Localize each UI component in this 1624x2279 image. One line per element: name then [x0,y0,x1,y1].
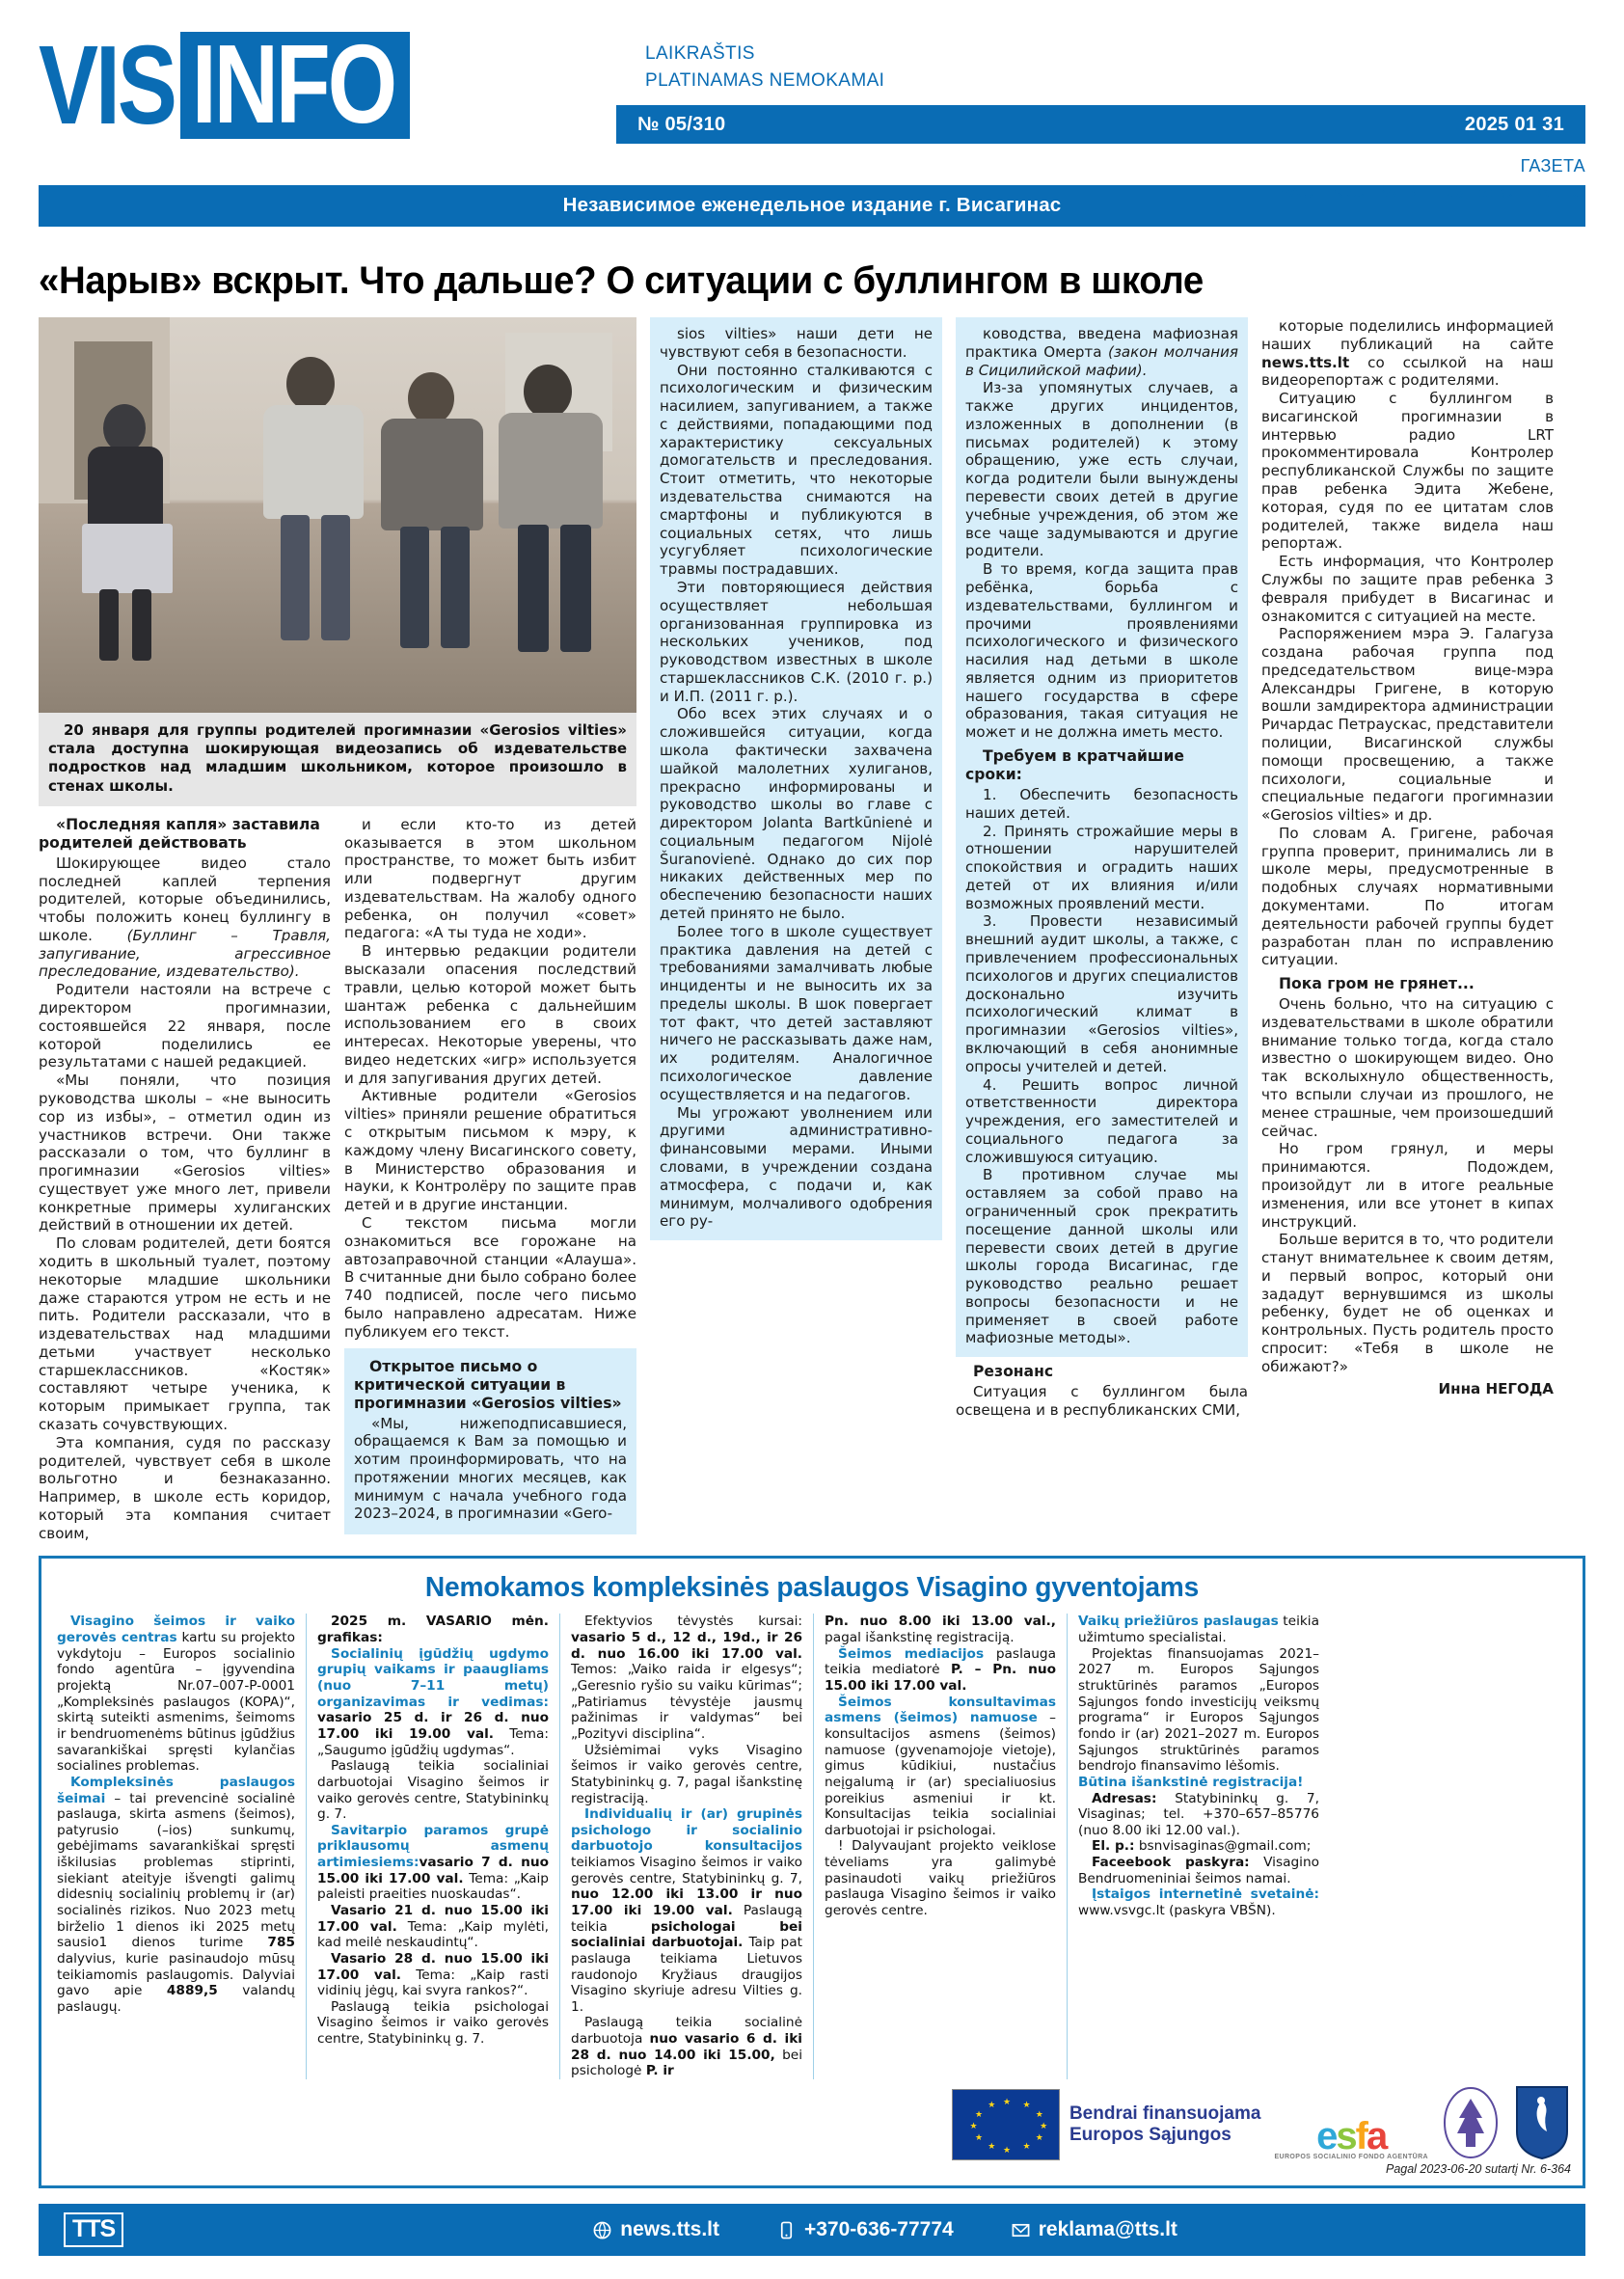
col4-demand-1: 1. Обеспечить безопасность наших детей. [965,786,1238,822]
free-line-1: ГАЗЕТА [1520,156,1585,176]
subtitle-bar: Независимое еженедельное издание г. Висагинас [39,185,1585,227]
col4-p5: Ситуация с буллингом была освещена и в республиканских СМИ, [956,1383,1248,1420]
ad-c5-facebook-value: Visagino Bendruomeniniai šeimos namai. [1078,1855,1320,1886]
tts-logo: TTS [64,2212,123,2247]
ad-column-5 [1068,1614,1321,2079]
eu-funding-line-1: Bendrai finansuojama [1069,2103,1261,2124]
logo-info-box [180,20,410,147]
ad-c3-courses-topics: Temos: „Vaiko raida ir elgesys“; „Geresnio ryšio su vaiku kūrimas“; „Patiriamus tėvystėje jausmų pažinimas ir valdymas“ bei „Pozityvi disciplina“. [571,1662,802,1742]
col5-p6: Очень больно, что на ситуацию с издевательствами в школе обратили внимание только тогда, когда стало известно о шокирующем видео. Оно так всколыхнуло общественность, что вспыли случаи из прошлого, не менее страшные, чем произошедший сейчас. [1261,995,1554,1140]
eu-funding-block [952,2089,1261,2160]
article-column-1 [39,816,331,1543]
col3-letter-continuation [650,317,942,1240]
col4-demand-2: 2. Принять строжайшие меры в отношении нарушителей спокойствия и оградить наших детей от их влияния и/или возможных проявлений мести. [965,822,1238,912]
col4-demand-3: 3. Провести независимый внешний аудит школы, а также, с привлечением профессиональных психологов и других специалистов досконально изучить психологический климат в прогимназии «Gerosios vilties», включающий в себя анонимные опросы учителей и детей. [965,912,1238,1075]
col4-p3: В то время, когда защита прав ребёнка, борьба с издевательствами, буллингом и прочими проявлениями психологического и физического насилия над детьми в школе является одним из приоритетов нашего государства в сфере образования, такая ситуация не может и не должна иметь место. [965,560,1238,742]
ad-column-3 [560,1614,814,2079]
footer-phone-text: +370-636-77774 [803,2218,954,2241]
ad-funding-logos [53,2085,1571,2160]
col3-p1: sios vilties» наши дети не чувствуют себя в безопасности. [660,325,933,361]
phone-icon [777,2221,796,2239]
footer-phone[interactable] [777,2218,954,2241]
ad-column-2 [307,1614,560,2079]
col5-p8: Больше верится в то, что родители станут внимательнее к своим детям, и первый вопрос, который они зададут вернувшимся из школы ребенку, будет не об оценках и контрольных. Пусть родитель просто спросит: «Тебя в школе не обижают?» [1261,1231,1554,1375]
ad-c1-org-name: Visagino šeimos ir vaiko gerovės centras [57,1614,295,1646]
col1-p1-a: Шокирующее видео стало последней каплей терпения родителей, которые объединились, чтобы положить конец буллингу в школе. [39,854,331,944]
article-column-3 [650,317,942,1542]
ad-c2-schedule-head [317,1614,549,1645]
issue-bar [616,105,1585,144]
col5-p1-a: которые поделились информацией наших публикаций на сайте [1261,317,1554,353]
ad-c5-facebook-label: Faceebook paskyra: [1092,1855,1250,1871]
col1-p3: «Мы поняли, что позиция руководства школы – «не выносить сор из избы», – отметил один из участников встречи. Они также рассказали о том, что буллинг в прогимназии «Gerosios vilties» существует уже много лет, привели конкретные примеры хулиганских действий в отношении их детей. [39,1072,331,1234]
col5-site-link[interactable]: news.tts.lt [1261,353,1350,371]
ad-c3-consult-title: Individualių ir (ar) grupinės psichologo ir socialinio darbuotojo konsultacijos [571,1806,802,1855]
issue-number: № 05/310 [637,113,726,135]
ministry-crest-icon [1442,2085,1500,2160]
ad-c1-p2 [57,1775,295,2016]
col5-p3: Есть информация, что Контролер Службы по защите прав ребенка 3 февраля прибудет в Висагинас и ознакомится с ситуацией на месте. [1261,553,1554,625]
article-column-4 [956,317,1248,1542]
ad-c3-p4-days: P. ir [645,2063,674,2079]
ad-c1-participants-count: 785 [267,1935,295,1951]
ad-c1-service-name: Kompleksinės paslaugos šeimai [57,1774,295,1806]
ad-c3-consult-text3: Taip pat paslauga teikiama Lietuvos raudonojo Kryžiaus draugijos Visagino skyriuje adresu Vilties g. 1. [571,1935,802,2015]
logo-vis-text: VIS [39,21,175,148]
col1-p4: По словам родителей, дети боятся ходить в школьный туалет, поэтому некоторые младшие школьники даже стараются утром не есть и не пить. Родители рассказали, что в издевательствах над младшими детьми участвует несколько старшеклассников. «Костяк» составляют четыре ученика, к которым примыкает группа, так сказать сочувствующих. [39,1234,331,1433]
col4-p1 [965,325,1238,379]
col5-p4: Распоряжением мэра Э. Галагуза создана рабочая группа под председательством вице-мэра Александры Григене, в которую вошли замдиректора администрации Ричардас Петраускас, представители полиции, Висагинской службы помощи просвещению, а также психологи, социальные и специальные педагоги прогимназии «Gerosios vilties» и др. [1261,625,1554,825]
ad-contract-note: Pagal 2023-06-20 sutartį Nr. 6-364 [1385,2162,1571,2177]
col5-p5: По словам А. Григене, рабочая группа проверит, принимались ли в школе меры, предусмотренные в подобных случаях нормативными документами. По итогам деятельности рабочей группы будет разработан план по исправлению ситуации. [1261,824,1554,969]
ad-c1-p1 [57,1614,295,1774]
ad-c3-p4-dates: nuo vasario 6 d. iki 28 d. nuo 14.00 iki 15.00, [571,2031,802,2063]
ad-c2-date-3: Vasario 28 d. nuo 15.00 iki 17.00 val. [317,1950,549,1983]
ad-c3-consult-hours: nuo 12.00 iki 13.00 ir nuo 17.00 iki 19.00 val. [571,1886,802,1918]
eu-flag-icon: ★ ★ ★ ★ ★ ★ ★ ★ ★ ★ ★ ★ [952,2089,1060,2160]
ad-c3-p4-text: Paslaugą teikia socialinė darbuotoja [571,2015,802,2048]
ad-column-1 [53,1614,307,2079]
ad-c2-topic-3: Tema: „Kaip rasti vidinių jėgų, kai svyra rankos?“. [317,1967,549,1999]
ad-c2-group-topic: Tema: „Saugumo įgūdžių ugdymas“. [317,1725,549,1758]
ad-c5-p2: Projektas finansuojamas 2021–2027 m. Europos Sąjungos struktūrinės paramos „Europos Sąjungos fondo investicijų veiksmų programa“ ir Europos Sąjungos fondo ir (ar) 2021–2027 m. Europos Sąjungos struktūrinės paramos bendrojo finansavimo lėšomis. [1078,1645,1319,1775]
open-letter-p1: «Мы, нижеподписавшиеся, обращаемся к Вам за помощью и хотим проинформировать, что на протяжении многих месяцев, как минимум с начала учебного года 2023–2024, в прогимназии «Gero- [354,1414,627,1523]
ad-c2-group-dates: vasario 25 d. ir 26 d. nuo 17.00 iki 19.00 val. [317,1710,549,1742]
ad-c4-home-text: – konsultacijos asmens (šeimos) namuose (gyvenamojoje vietoje), gimus kūdikiui, nustačius neįgalumą ir (ar) specialiuosius poreikius asmeniui ir kt. Konsultacijas teikia socialiniai darbuotojai ir psichologai. [825,1710,1056,1838]
ad-c1-p2-text3: valandų paslaugų. [57,1983,295,2015]
col3-p6: Мы угрожают уволнением или другими административно-финансовыми мерами. Иными словами, в учреждении создана атмосфера, с подачи и, как минимум, молчаливого одобрения его ру- [660,1103,933,1231]
ad-c4-p1-text: pagal išankstinę registraciją. [825,1630,1015,1646]
tagline-line-1: LAIKRAŠTIS [645,43,755,64]
col2-p4: С текстом письма могли ознакомиться все горожане на автозаправочной станции «Алауша». В считанные дни было собрано более 740 подписей, после чего письмо было направлено адресатам. Ниже публикуем его текст. [344,1213,636,1341]
col2-p3: Активные родители «Gerosios vilties» приняли решение обратиться с открытым письмом к мэру, к каждому члену Висагинского совету, в Министерство образования и науки, к Контролёру по защите прав детей и в другие инстанции. [344,1087,636,1214]
publication-logo [39,20,410,148]
esfa-wordmark: esfa [1316,2115,1387,2158]
open-letter-card [344,1348,636,1534]
ad-c4-p4: ! Dalyvaujant projekto veiklose tėveliams yra galimybė pasinaudoti vaikų priežiūros paslauga Visagino šeimos ir vaiko gerovės centre. [825,1838,1056,1918]
ad-c2-p2: Paslaugą teikia socialiniai darbuotojai Visagino šeimos ir vaiko gerovės centre, Statybininkų g. 7. [317,1758,549,1823]
ad-c1-p1-text: kartu su projekto vykdytoju – Europos socialinio fondo agentūra – įgyvendina projektą Nr.07–007-P-0001 „Kompleksinės paslaugos (KOPA)“, skirtą suteikti asmenims, šeimoms ir bendruomenėms būtinus įgūdžius savarankiškai spręsti kylančias socialines problemas. [57,1630,295,1775]
ad-c3-p3 [571,1806,802,2015]
col3-p5: Более того в школе существует практика давления на детей с требованиями замалчивать любые инциденты и не выносить их за пределы школы. В шок повергает тот факт, что детей заставляют ничего не рассказывать даже нам, их родителям. Аналогичное психологическое давление осуществляется и на педагогов. [660,922,933,1103]
ad-c2-p1 [317,1646,549,1758]
ad-c4-p1 [825,1614,1056,1645]
article-byline: Инна НЕГОДА [1438,1379,1554,1397]
col4-letter-continuation [956,317,1248,1357]
ad-c3-p1 [571,1614,802,1742]
ad-c2-support-title: Savitarpio paramos grupė priklausomų asmenų artimiesiems: [317,1822,549,1871]
col3-p4: Обо всех этих случаях и о сложившейся ситуации, когда школа фактически захвачена шайкой малолетних хулиганов, прекрасно информированы и руководство школы во главе с директором Jolanta Bartkūnienė и социальным педагогом Nijolė Šuranovienė. Однако до сих пор никаких действенных мер по обеспечению безопасности наших детей принято не было. [660,705,933,922]
masthead-right [616,37,1585,205]
eu-funding-text [1069,2103,1261,2147]
services-advertisement [39,1556,1585,2188]
ad-c5-email-label: El. p.: [1092,1838,1135,1855]
ad-c5-p3 [1078,1775,1319,1791]
col4-p1-italic: (закон молчания в Сицилийской мафии). [965,342,1238,379]
ad-c1-p2-text: – tai prevencinė socialinė paslauga, skirta asmens (šeimos), patyrusio (–ios) sunkumų, gebėjimams savarankiškai spręsti iškilusias problemas stiprinti, siekiant ateityje išvengti galimų didesnių socialinių problemų ir (ar) socialinės rizikos. Nuo 2023 metų birželio 1 dienos iki 2025 metų sausio1 dienos turime [57,1790,295,1951]
ad-c5-address [1078,1791,1319,1839]
ad-c3-courses-label: Efektyvios tėvystės kursai: [584,1614,802,1630]
ad-c2-p4 [317,1903,549,1951]
tagline-line-2: PLATINAMAS NEMOKAMAI [645,69,885,91]
ad-c2-p6: Paslaugą teikia psichologai Visagino šeimos ir vaiko gerovės centre, Statybininkų g. 7. [317,1998,549,2048]
ad-c4-mediation-text: paslauga teikia mediatorė [825,1645,1057,1678]
ad-c3-p4 [571,2015,802,2079]
open-letter-heading: Открытое письмо о критической ситуации в прогимназии «Gerosios vilties» [354,1358,622,1412]
ad-c4-home-title: Šeimos konsultavimas asmens (šeimos) namuose [825,1694,1056,1726]
esfa-subtitle: EUROPOS SOCIALINIO FONDO AGENTŪRA [1274,2154,1428,2161]
ad-c1-hours-count: 4889,5 [166,1983,218,1999]
article-left-block [39,317,636,1542]
col2-p2: В интервью редакции родители высказали опасения последствий травли, целью которой может быть шантаж ребенка с дальнейшим использованием его в своих интересах. Некоторые уверены, что видео недетских «игр» используется и для запугивания других детей. [344,942,636,1087]
ad-c5-website-label: Įstaigos internetinė svetainė: [1092,1886,1319,1903]
col1-p2: Родители настояли на встрече с директором прогимназии, состоявшейся 22 января, после которой поделились ее результатами с нашей редакцией. [39,981,331,1072]
col4-p4: В противном случае мы оставляем за собой право на ограниченный срок прекратить посещение данной школы или перевести своих детей в другие школы города Висагинас, где руководство реально решает вопросы безопасности и не применяет в своей работе мафиозные методы». [965,1166,1238,1347]
col2-p1: и если кто-то из детей оказывается в этом школьном пространстве, то может быть избит или подвергнут другим издевательствам. На жалобу одного ребенка, он получил «совет» педагога: «А ты туда не ходи». [344,815,636,942]
envelope-icon [1012,2221,1030,2239]
page-footer [39,2204,1585,2256]
ad-c3-p2: Užsiėmimai vyks Visagino šeimos ir vaiko gerovės centre, Statybininkų g. 7, pagal išankstinę registraciją. [571,1742,802,1806]
ad-c5-website [1078,1886,1319,1918]
ad-c4-mediation-hours: P. – Pn. nuo 15.00 iki 17.00 val. [825,1662,1056,1695]
footer-website-text: news.tts.lt [620,2218,719,2241]
ad-c2-date-2: Vasario 21 d. nuo 15.00 iki 17.00 val. [317,1903,549,1935]
article-body [39,317,1585,1542]
issue-date: 2025 01 31 [1464,113,1564,135]
col5-p1-c: со ссылкой на наш видеорепортаж с родителями. [1261,353,1554,390]
footer-website[interactable] [593,2218,719,2241]
ad-c3-p4-text2: bei psichologė [571,2047,802,2079]
esfa-logo [1274,2115,1428,2161]
ad-c2-support-topic: Tema: „Kaip paleisti praeities nuoskaudas“. [317,1870,549,1903]
ad-c2-p5 [317,1951,549,1999]
article-photo [39,317,636,713]
footer-email[interactable] [1012,2218,1177,2241]
article-column-5 [1261,317,1554,1542]
col5-p7: Но гром грянул, и меры принимаются. Подождем, произойдут ли в итоге реальные изменения, или все утонет в кипах инструкций. [1261,1140,1554,1231]
ad-c2-schedule-title: 2025 m. VASARIO mėn. grafikas: [317,1614,549,1646]
col5-thunder-heading: Пока гром не грянет... [1279,975,1475,993]
col4-p2: Из-за упомянутых случаев, а также других инцидентов, изложенных в дополнении (в письмах родителей) к этому обращению, уже есть случаи, когда родители были вынуждены перевести своих детей в другие учебные учреждения, об этом же все чаще задумываются и другие родители. [965,379,1238,560]
col4-resonance-heading: Резонанс [973,1363,1054,1381]
ad-c3-consult-providers: psichologai bei socialiniai darbuotojai. [571,1918,802,1951]
ad-c4-p2 [825,1646,1056,1695]
left-columns [39,816,636,1543]
ad-c5-email [1078,1838,1319,1855]
ad-c2-support-date: vasario 7 d. nuo 15.00 iki 17.00 val. [317,1855,549,1886]
eu-funding-line-2: Europos Sąjungos [1069,2125,1232,2146]
col3-p2: Они постоянно сталкиваются с психологическим и физическим насилием, запугиванием, а также с действиями, попадающими под характеристику сексуальных домогательств и преследования. Стоит отметить, что некоторые издевательства снимаются на смартфоны и публикуются в социальных сетях, что лишь усугубляет психологические травмы пострадавших. [660,361,933,579]
ad-c5-p1 [1078,1614,1319,1645]
tagline [616,41,1585,94]
article-column-2 [344,816,636,1543]
ad-c5-email-value[interactable]: bsnvisaginas@gmail.com; [1134,1838,1312,1855]
ad-c2-topic-2: Tema: „Kaip mylėti, kad meilė neskaudintų“. [317,1918,549,1951]
col5-p2: Ситуацию с буллингом в висагинской прогимназии в интервью радио LRT прокомментировала Контролер республиканской Службы по защите прав ребенка Эдита Жебене, которая, судя по ее цитатам слов родителей, также видела наш репортаж. [1261,390,1554,553]
ad-c3-consult-text2: Paslaugą teikia [571,1903,802,1935]
ad-title: Nemokamos kompleksinės paslaugos Visagino gyventojams [424,1572,1200,1604]
visaginas-coat-of-arms-icon [1513,2085,1571,2160]
ad-c5-registration-note: Būtina išankstinė registracija! [1078,1774,1304,1790]
ad-c5-childcare-text: teikia užimtumo specialistai. [1078,1614,1319,1646]
ad-c2-p3 [317,1823,549,1903]
ad-c2-group-title: Socialinių įgūdžių ugdymo grupių vaikams ir paaugliams (nuo 7–11 metų) organizavimas ir vedimas: [317,1645,549,1710]
col1-p5: Эта компания, судя по рассказу родителей, чувствует себя в школе вольготно и безнаказанно. Например, в школе есть коридор, который эта компания считает своим, [39,1433,331,1542]
photo-caption: 20 января для группы родителей прогимназии «Gerosios vilties» стала доступна шокирующая видеозапись об издевательстве подростков над младшим школьником, которое произошло в стенах школы. [39,713,636,806]
col5-p1 [1261,317,1554,390]
ad-c4-hours: Pn. nuo 8.00 iki 13.00 val., [825,1614,1056,1630]
ad-c4-p3 [825,1695,1056,1839]
ad-column-4 [814,1614,1068,2079]
col1-p1-italic: (Буллинг – Травля, запугивание, агрессивное преследование, издевательство). [39,926,331,981]
col1-subhead: «Последняя капля» заставила родителей действовать [39,815,320,852]
ad-c5-website-value[interactable]: www.vsvgc.lt (paskyra VBŠN). [1078,1903,1276,1918]
col1-p1 [39,855,331,981]
masthead [39,0,1585,203]
logo-info-text: INFO [191,20,395,147]
globe-icon [593,2221,611,2239]
col3-p3: Эти повторяющиеся действия осуществляет небольшая организованная группировка из нескольких учеников, под руководством известных в школе старшеклассников С.К. (2010 г. р.) и И.П. (2011 г. р.). [660,578,933,705]
ad-c5-address-label: Adresas: [1092,1790,1157,1806]
col4-demand-4: 4. Решить вопрос личной ответственности директора учреждения, его заместителей и социального педагога за сложившуюся ситуацию. [965,1075,1238,1166]
col4-p1-a: ководства, введена мафиозная практика Омерта [965,325,1238,361]
col4-demands-heading: Требуем в кратчайшие сроки: [965,746,1185,783]
footer-email-text: reklama@tts.lt [1038,2218,1177,2241]
article-headline: «Нарыв» вскрыт. Что дальше? О ситуации с буллингом в школе [39,259,1204,302]
ad-c1-p2-text2: dalyvius, kurie pasinaudojo mūsų teikiamomis paslaugomis. Dalyviai gavo apie [57,1950,295,1999]
article-photo-block [39,317,636,806]
ad-c5-address-value: Statybininkų g. 7, Visaginas; tel. +370–657–85776 (nuo 8.00 iki 12.00 val.). [1078,1790,1319,1838]
ad-c4-mediation-title: Šeimos mediacijos [838,1645,985,1662]
ad-c5-facebook [1078,1855,1319,1886]
ad-columns [53,1614,1571,2079]
ad-c5-childcare-title: Vaikų priežiūros paslaugas [1078,1614,1279,1630]
footer-contacts [506,2218,1177,2241]
ad-c3-consult-text: teikiamos Visagino šeimos ir vaiko gerovės centre, Statybininkų g. 7, [571,1855,802,1886]
free-line-2: РАСПРОСТРАНЯЕТСЯ БЕСПЛАТНО [1278,182,1585,203]
ad-c3-courses-dates: vasario 5 d., 12 d., 19d., ir 26 d. nuo 16.00 iki 17.00 val. [571,1630,802,1662]
